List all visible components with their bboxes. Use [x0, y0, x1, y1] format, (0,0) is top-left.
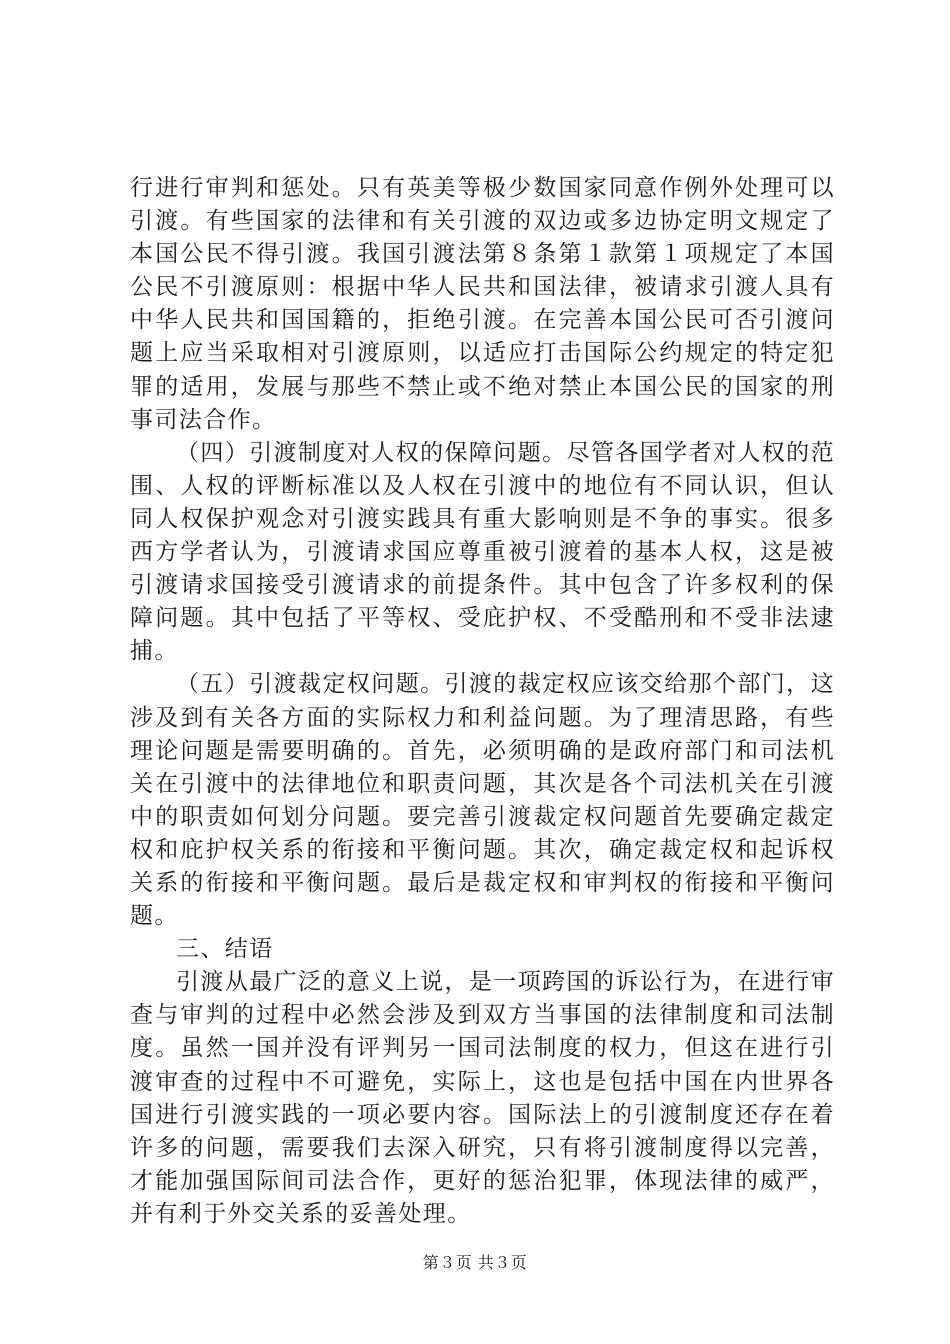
section-heading-conclusion: 三、结语 [176, 936, 274, 963]
document-body [130, 172, 835, 1231]
paragraph-conclusion: 引渡从最广泛的意义上说，是一项跨国的诉讼行为，在进行审查与审判的过程中必然会涉及到双方当事国的法律制度和司法制度。虽然一国并没有评判另一国司法制度的权力，但这在进行引渡审查的过程中不可避免，实际上，这也是包括中国在内世界各国进行引渡实践的一项必要内容。国际法上的引渡制度还存在着许多的问题，需要我们去深入研究，只有将引渡制度得以完善，才能加强国际间司法合作，更好的惩治犯罪，体现法律的威严，并有利于外交关系的妥善处理。 [130, 969, 835, 1227]
paragraph-continuation: 行进行审判和惩处。只有英美等极少数国家同意作例外处理可以引渡。有些国家的法律和有关引渡的双边或多边协定明文规定了本国公民不得引渡。我国引渡法第８条第１款第１项规定了本国公民不引渡原则：根据中华人民共和国法律，被请求引渡人具有中华人民共和国国籍的，拒绝引渡。在完善本国公民可否引渡问题上应当采取相对引渡原则，以适应打击国际公约规定的特定犯罪的适用，发展与那些不禁止或不绝对禁止本国公民的国家的刑事司法合作。 [130, 175, 835, 433]
paragraph-human-rights: （四）引渡制度对人权的保障问题。尽管各国学者对人权的范围、人权的评断标准以及人权在引渡中的地位有不同认识，但认同人权保护观念对引渡实践具有重大影响则是不争的事实。很多西方学者认为，引渡请求国应尊重被引渡着的基本人权，这是被引渡请求国接受引渡请求的前提条件。其中包含了许多权利的保障问题。其中包括了平等权、受庇护权、不受酷刑和不受非法逮捕。 [130, 439, 835, 665]
paragraph-ruling-authority: （五）引渡裁定权问题。引渡的裁定权应该交给那个部门，这涉及到有关各方面的实际权力和利益问题。为了理清思路，有些理论问题是需要明确的。首先，必须明确的是政府部门和司法机关在引渡中的法律地位和职责问题，其次是各个司法机关在引渡中的职责如何划分问题。要完善引渡裁定权问题首先要确定裁定权和庇护权关系的衔接和平衡问题。其次，确定裁定权和起诉权关系的衔接和平衡问题。最后是裁定权和审判权的衔接和平衡问题。 [130, 671, 835, 930]
page-footer: 第３页 共３页 [422, 1253, 528, 1272]
